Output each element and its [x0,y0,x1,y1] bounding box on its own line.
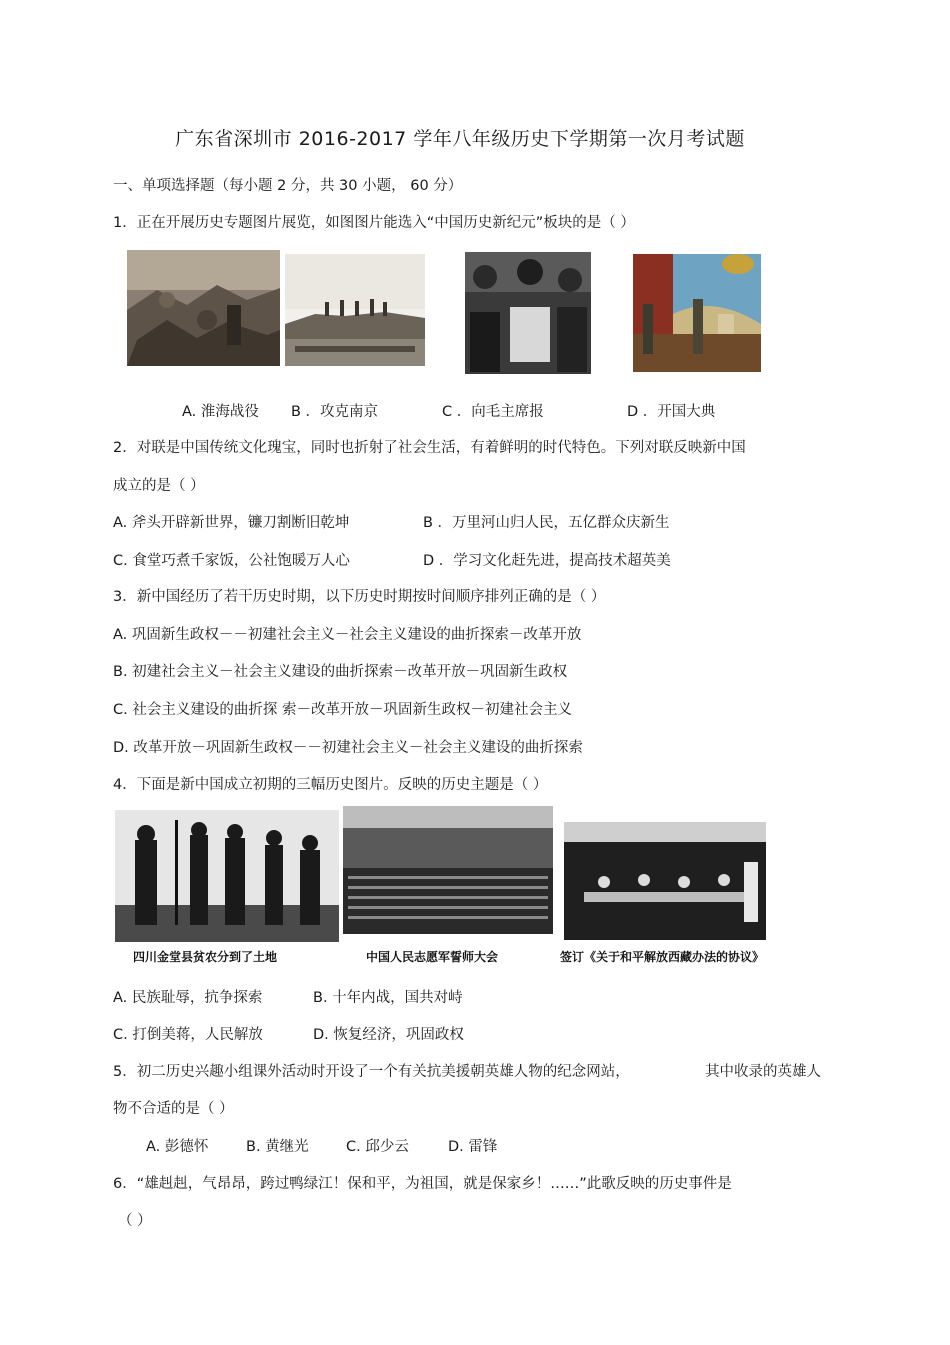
battle-photo [127,250,280,366]
q5-option-c[interactable]: C. 邱少云 [346,1139,409,1155]
question-4-stem: 4．下面是新中国成立初期的三幅历史图片。反映的历史主题是（ ） [113,777,548,793]
question-5-stem: 5．初二历史兴趣小组课外活动时开设了一个有关抗美援朝英雄人物的纪念网站， [113,1064,630,1080]
q2-option-c[interactable]: C. 食堂巧煮千家饭，公社饱暖万人心 [113,553,350,569]
report-photo [465,252,591,374]
q4-option-c[interactable]: C. 打倒美蒋，人民解放 [113,1027,263,1043]
q5-option-d[interactable]: D. 雷锋 [448,1139,498,1155]
q2-option-a[interactable]: A. 斧头开辟新世界，镰刀割断旧乾坤 [113,515,350,531]
nanjing-photo [285,254,425,366]
q5-option-a[interactable]: A. 彭德怀 [146,1139,209,1155]
q1-option-b[interactable]: B ．攻克南京 [291,404,379,420]
founding-ceremony-painting [633,254,761,372]
photo-caption-3: 签订《关于和平解放西藏办法的协议》 [560,950,765,964]
land-reform-photo [115,810,339,942]
question-6-stem-cont: （ ） [118,1213,152,1229]
page-title: 广东省深圳市 2016-2017 学年八年级历史下学期第一次月考试题 [175,128,745,150]
q1-option-d[interactable]: D ．开国大典 [627,404,716,420]
q1-option-c[interactable]: C ．向毛主席报 [442,404,544,420]
q4-option-d[interactable]: D. 恢复经济，巩固政权 [313,1027,464,1043]
question-5-stem-right: 其中收录的英雄人 [705,1064,821,1080]
q2-option-b[interactable]: B ．万里河山归人民，五亿群众庆新生 [423,515,670,531]
tibet-agreement-photo [564,822,766,940]
volunteer-rally-photo [343,806,553,934]
question-1-stem: 1．正在开展历史专题图片展览，如图图片能选入“中国历史新纪元”板块的是（ ） [113,215,635,231]
q3-option-b[interactable]: B. 初建社会主义－社会主义建设的曲折探索－改革开放－巩固新生政权 [113,664,568,680]
q4-option-a[interactable]: A. 民族耻辱，抗争探索 [113,990,263,1006]
q2-option-d[interactable]: D ．学习文化赶先进，提高技术超英美 [423,553,671,569]
question-2-stem: 2．对联是中国传统文化瑰宝，同时也折射了社会生活，有着鲜明的时代特色。下列对联反映新中国 [113,440,746,456]
section-heading: 一、单项选择题（每小题 2 分，共 30 小题， 60 分） [113,178,463,194]
q1-option-a[interactable]: A. 淮海战役 [182,404,259,420]
question-3-stem: 3．新中国经历了若干历史时期，以下历史时期按时间顺序排列正确的是（ ） [113,589,606,605]
photo-caption-2: 中国人民志愿军誓师大会 [366,950,499,964]
question-2-stem-cont: 成立的是（ ） [113,478,205,494]
q4-option-b[interactable]: B. 十年内战，国共对峙 [313,990,463,1006]
q3-option-c[interactable]: C. 社会主义建设的曲折探 索－改革开放－巩固新生政权－初建社会主义 [113,702,572,718]
photo-caption-1: 四川金堂县贫农分到了土地 [133,950,278,964]
q5-option-b[interactable]: B. 黄继光 [246,1139,309,1155]
q3-option-d[interactable]: D. 改革开放－巩固新生政权－－初建社会主义－社会主义建设的曲折探索 [113,740,583,756]
question-5-stem-cont: 物不合适的是（ ） [113,1101,234,1117]
question-6-stem: 6．“雄赳赳，气昂昂，跨过鸭绿江！保和平，为祖国，就是保家乡！……”此歌反映的历史事件是 [113,1176,732,1192]
q3-option-a[interactable]: A. 巩固新生政权－－初建社会主义－社会主义建设的曲折探索－改革开放 [113,627,582,643]
